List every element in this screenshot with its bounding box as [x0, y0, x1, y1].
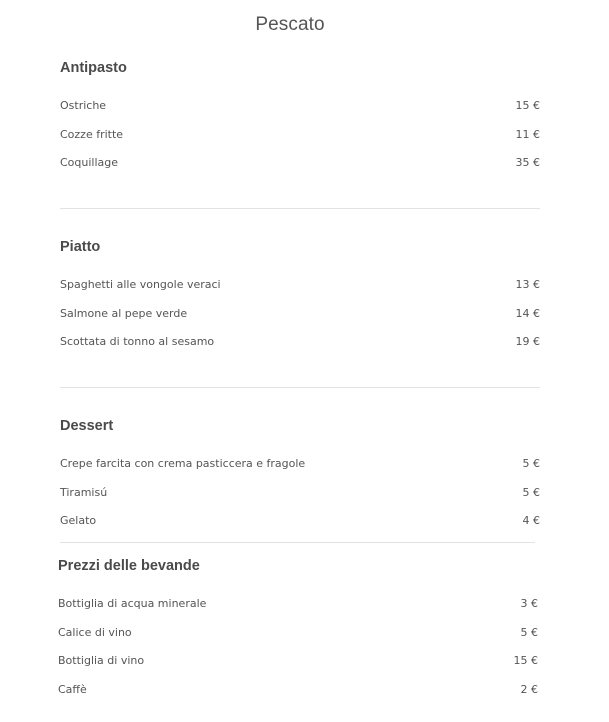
item-name: Tiramisú — [60, 485, 108, 499]
item-name: Bottiglia di vino — [58, 654, 145, 668]
section-divider — [60, 208, 540, 209]
item-price: 11 € — [515, 127, 540, 141]
item-name: Coquillage — [60, 156, 119, 170]
item-price: 19 € — [515, 335, 540, 349]
item-name: Bottiglia di acqua minerale — [58, 596, 207, 610]
menu-item — [60, 449, 540, 478]
item-price: 5 € — [522, 456, 540, 470]
menu-item — [60, 327, 540, 356]
item-name: Scottata di tonno al sesamo — [60, 335, 215, 349]
item-price: 5 € — [522, 485, 540, 499]
section-divider — [60, 387, 540, 388]
menu-item — [60, 148, 540, 177]
item-price: 3 € — [520, 596, 538, 610]
item-name: Calice di vino — [58, 625, 132, 639]
menu-item — [60, 120, 540, 149]
menu-item — [58, 675, 538, 704]
section-heading: Prezzi delle bevande — [58, 558, 200, 574]
item-price: 14 € — [515, 306, 540, 320]
menu-item — [60, 506, 540, 535]
item-price: 15 € — [515, 98, 540, 112]
section-heading: Antipasto — [60, 60, 127, 76]
item-name: Gelato — [60, 514, 97, 528]
item-name: Salmone al pepe verde — [60, 306, 188, 320]
item-price: 4 € — [522, 514, 540, 528]
section-heading: Piatto — [60, 239, 101, 255]
section-heading: Dessert — [60, 418, 114, 434]
item-price: 15 € — [513, 654, 538, 668]
menu-section-antipasto — [60, 58, 540, 177]
menu-item — [60, 299, 540, 328]
menu-item — [60, 270, 540, 299]
item-price: 5 € — [520, 625, 538, 639]
item-name: Cozze fritte — [60, 127, 124, 141]
menu-item — [58, 589, 538, 618]
menu-section-piatto — [60, 237, 540, 356]
item-name: Ostriche — [60, 98, 107, 112]
item-name: Caffè — [58, 682, 87, 696]
item-price: 13 € — [515, 277, 540, 291]
item-name: Crepe farcita con crema pasticcera e fragole — [60, 456, 306, 470]
menu-section-bevande — [58, 556, 538, 704]
item-name: Spaghetti alle vongole veraci — [60, 277, 221, 291]
page-title: Pescato — [255, 14, 325, 35]
menu-item — [58, 646, 538, 675]
menu-item — [58, 618, 538, 647]
menu-item — [60, 91, 540, 120]
menu-item — [60, 478, 540, 507]
item-price: 2 € — [520, 682, 538, 696]
menu-section-dessert — [60, 416, 540, 535]
section-divider — [60, 542, 535, 543]
item-price: 35 € — [515, 156, 540, 170]
